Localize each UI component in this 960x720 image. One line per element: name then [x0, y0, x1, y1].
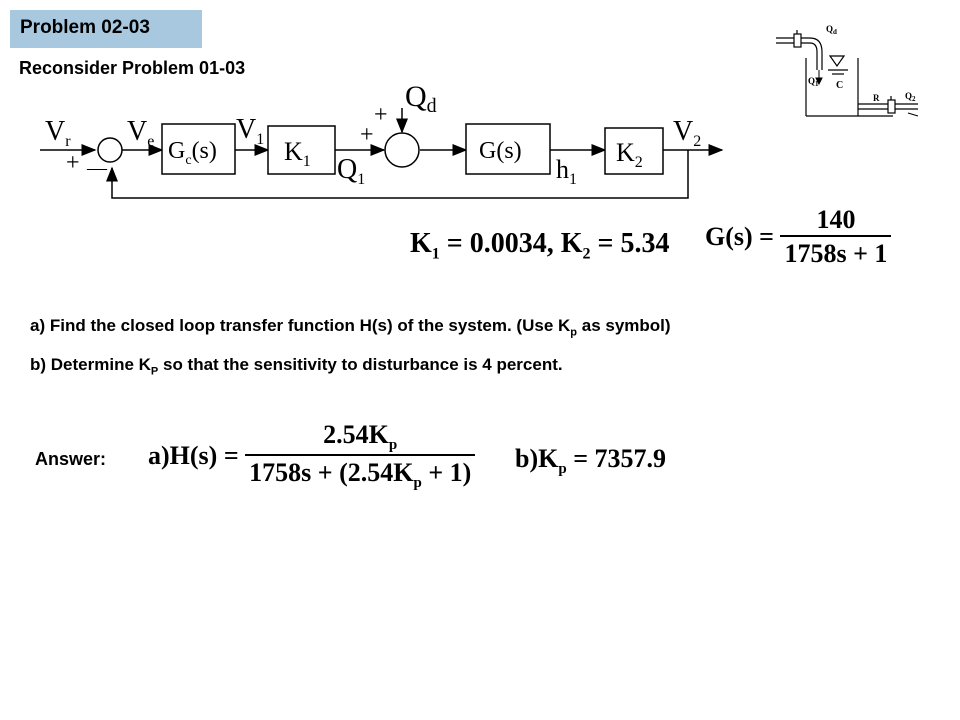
constants-equation: $K_1 = 0.0034$, $K_2 = 5.34$: [410, 228, 670, 263]
answer-label: Answer:: [35, 449, 107, 469]
subtitle: Reconsider Problem 01-03: [19, 58, 246, 78]
gs-equation: [705, 205, 891, 269]
q1-label: $Q_1$: [337, 154, 366, 188]
answer-a-equation: [148, 420, 475, 492]
tank-q2-label: $Q_2$: [905, 91, 916, 103]
plus-sign-1: +: [66, 150, 80, 176]
g-label: G(s): [479, 138, 522, 164]
gs-denominator: 1758s + 1: [780, 235, 891, 269]
h1-label: $h_1$: [556, 155, 577, 188]
gs-fraction: [780, 205, 891, 269]
answer-a-fraction: [245, 420, 475, 492]
summing-junction-2: [385, 133, 419, 167]
vr-label: $V_r$: [45, 116, 71, 150]
plus-sign-3: +: [374, 102, 388, 128]
k1-label: $K_1$: [284, 137, 311, 170]
k2-label: $K_2$: [616, 138, 643, 171]
answer-b-equation: $b)K_p = 7357.9$: [515, 444, 667, 478]
gc-label: $G_c(s)$: [168, 138, 217, 168]
minus-sign-1: —: [87, 157, 107, 179]
plus-sign-2: +: [360, 122, 374, 148]
v2-label: $V_2$: [673, 116, 702, 150]
question-b: b) Determine $K_P$ so that the sensitivity to disturbance is 4 percent.: [30, 355, 563, 378]
answer-a-lhs: a)H(s) =: [148, 441, 239, 471]
tank-r-label: R: [873, 93, 880, 103]
ve-label: $V_e$: [127, 116, 155, 150]
tank-q-top-label: $Q_d$: [826, 24, 837, 36]
tank-schematic: [768, 18, 928, 128]
answer-a-numerator: $2.54K_p$: [323, 420, 398, 454]
tank-c-label: C: [836, 80, 844, 91]
answer-a-denominator: $1758s + (2.54K_p + 1)$: [245, 454, 475, 492]
qd-label: $Q_d$: [405, 80, 437, 117]
tank-q1-label: $Q_1$: [808, 76, 819, 88]
question-a: a) Find the closed loop transfer function H(s) of the system. (Use $K_p$ as symbol): [30, 316, 671, 339]
v1-label: $V_1$: [236, 114, 265, 148]
gs-numerator: 140: [816, 205, 856, 234]
gs-lhs: G(s) =: [705, 222, 774, 251]
page-title: Problem 02-03: [20, 17, 150, 38]
